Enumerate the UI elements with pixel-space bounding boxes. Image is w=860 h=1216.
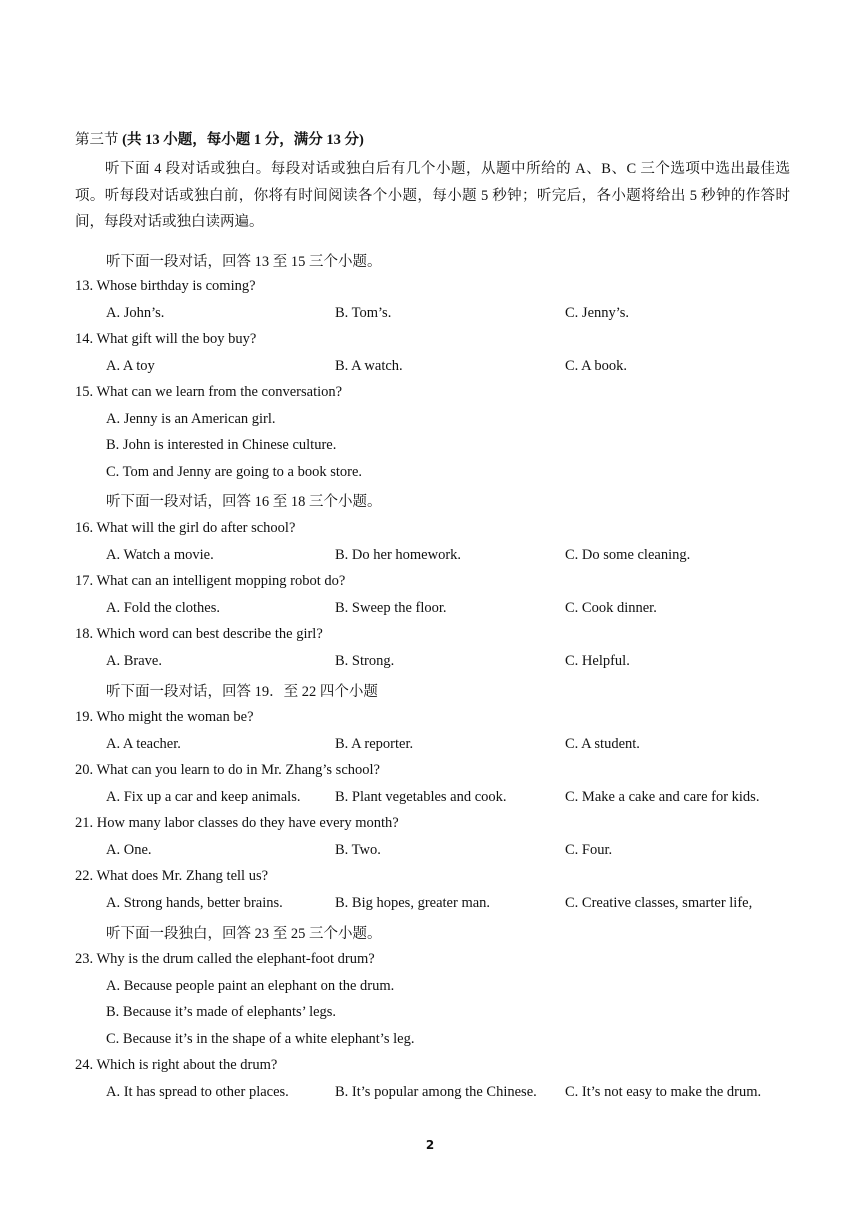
option-22-a: A. Strong hands, better brains. — [106, 895, 283, 911]
option-20-c: C. Make a cake and care for kids. — [565, 789, 760, 805]
option-21-c: C. Four. — [565, 842, 613, 858]
option-14-b: B. A watch. — [335, 358, 403, 374]
section-instructions: 听下面 4 段对话或独白。每段对话或独白后有几个小题，从题中所给的 A、B、C 三个选项中选出最佳选项。听每段对话或独白前，你将有时间阅读各个小题，每小题 5 秒钟；听完后，各小题将给出 5 秒钟的作答时间，每段对话或独白读两遍。 — [75, 161, 790, 230]
option-17-c: C. Cook dinner. — [565, 600, 657, 616]
question-24: 24. Which is right about the drum? — [75, 1057, 278, 1073]
option-16-a: A. Watch a movie. — [106, 547, 214, 563]
option-21-a: A. One. — [106, 842, 152, 858]
question-23: 23. Why is the drum called the elephant-foot drum? — [75, 951, 375, 967]
section-scoring: (共 13 小题，每小题 1 分，满分 13 分) — [122, 132, 364, 148]
question-22: 22. What does Mr. Zhang tell us? — [75, 868, 269, 884]
option-15-a: A. Jenny is an American girl. — [106, 411, 276, 427]
section-title — [75, 128, 364, 149]
question-17: 17. What can an intelligent mopping robot do? — [75, 573, 346, 589]
option-24-b: B. It’s popular among the Chinese. — [335, 1084, 537, 1100]
question-20: 20. What can you learn to do in Mr. Zhang’s school? — [75, 762, 380, 778]
option-18-b: B. Strong. — [335, 653, 395, 669]
option-19-b: B. A reporter. — [335, 736, 414, 752]
question-14: 14. What gift will the boy buy? — [75, 331, 257, 347]
option-19-a: A. A teacher. — [106, 736, 181, 752]
option-20-b: B. Plant vegetables and cook. — [335, 789, 507, 805]
option-20-a: A. Fix up a car and keep animals. — [106, 789, 301, 805]
question-16: 16. What will the girl do after school? — [75, 520, 296, 536]
option-23-a: A. Because people paint an elephant on the drum. — [106, 978, 395, 994]
option-17-b: B. Sweep the floor. — [335, 600, 447, 616]
listening-prompt-2: 听下面一段对话，回答 16 至 18 三个小题。 — [106, 494, 382, 510]
option-17-a: A. Fold the clothes. — [106, 600, 220, 616]
option-18-a: A. Brave. — [106, 653, 162, 669]
option-22-b: B. Big hopes, greater man. — [335, 895, 491, 911]
option-22-c: C. Creative classes, smarter life, — [565, 895, 753, 911]
question-21: 21. How many labor classes do they have every month? — [75, 815, 399, 831]
option-16-b: B. Do her homework. — [335, 547, 462, 563]
option-21-b: B. Two. — [335, 842, 381, 858]
option-23-c: C. Because it’s in the shape of a white elephant’s leg. — [106, 1031, 415, 1047]
listening-prompt-3: 听下面一段对话，回答 19．至 22 四个小题 — [106, 684, 378, 700]
page-number: 2 — [425, 1138, 435, 1152]
question-15: 15. What can we learn from the conversation? — [75, 384, 343, 400]
option-13-c: C. Jenny’s. — [565, 305, 630, 321]
question-13: 13. Whose birthday is coming? — [75, 278, 256, 294]
option-13-a: A. John’s. — [106, 305, 165, 321]
option-13-b: B. Tom’s. — [335, 305, 392, 321]
option-18-c: C. Helpful. — [565, 653, 630, 669]
question-19: 19. Who might the woman be? — [75, 709, 254, 725]
listening-prompt-4: 听下面一段独白，回答 23 至 25 三个小题。 — [106, 926, 382, 942]
option-23-b: B. Because it’s made of elephants’ legs. — [106, 1004, 337, 1020]
option-19-c: C. A student. — [565, 736, 640, 752]
option-15-c: C. Tom and Jenny are going to a book store. — [106, 464, 363, 480]
option-24-c: C. It’s not easy to make the drum. — [565, 1084, 762, 1100]
option-14-c: C. A book. — [565, 358, 628, 374]
option-14-a: A. A toy — [106, 358, 155, 374]
option-24-a: A. It has spread to other places. — [106, 1084, 289, 1100]
question-18: 18. Which word can best describe the girl? — [75, 626, 323, 642]
section-label: 第三节 — [75, 132, 123, 148]
option-15-b: B. John is interested in Chinese culture. — [106, 437, 337, 453]
listening-prompt-1: 听下面一段对话，回答 13 至 15 三个小题。 — [106, 254, 382, 270]
option-16-c: C. Do some cleaning. — [565, 547, 691, 563]
